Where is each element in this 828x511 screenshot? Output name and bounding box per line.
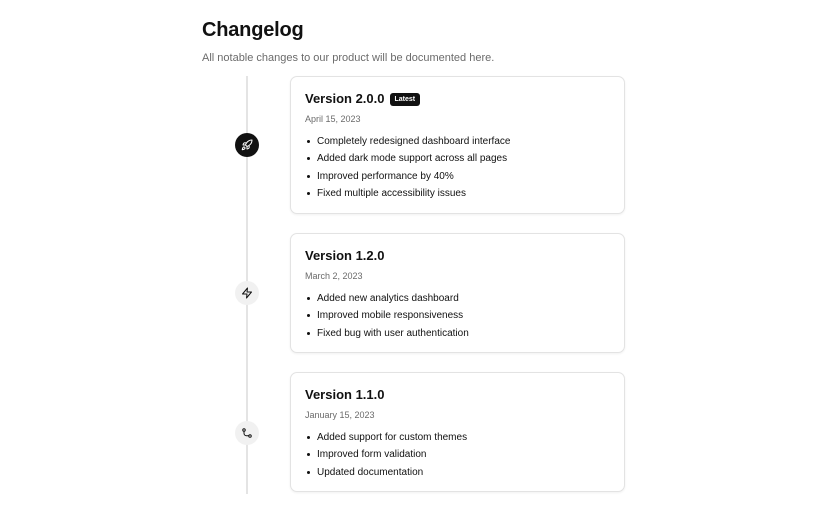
release-date: March 2, 2023 <box>305 271 363 281</box>
change-item: Improved performance by 40% <box>305 170 610 183</box>
change-list <box>305 135 610 200</box>
release-header <box>305 387 610 403</box>
change-item: Completely redesigned dashboard interface <box>305 135 610 148</box>
release-date: January 15, 2023 <box>305 410 375 420</box>
change-list <box>305 431 610 479</box>
change-list <box>305 292 610 340</box>
latest-badge: Latest <box>390 93 421 106</box>
rocket-icon <box>241 139 253 151</box>
change-item: Added support for custom themes <box>305 431 610 444</box>
git-branch-icon <box>241 427 253 439</box>
release-version: Version 2.0.0 <box>305 91 385 106</box>
change-item: Fixed multiple accessibility issues <box>305 187 610 200</box>
change-item: Added dark mode support across all pages <box>305 152 610 165</box>
release-date: April 15, 2023 <box>305 114 361 124</box>
release-header <box>305 91 610 107</box>
release-card-1-1-0 <box>290 372 625 492</box>
page-title: Changelog <box>202 19 304 41</box>
page-header <box>202 18 494 65</box>
change-item: Fixed bug with user authentication <box>305 327 610 340</box>
change-item: Updated documentation <box>305 466 610 479</box>
release-header <box>305 248 610 264</box>
change-item: Added new analytics dashboard <box>305 292 610 305</box>
release-marker-1-1-0 <box>235 421 259 445</box>
release-card-1-2-0 <box>290 233 625 353</box>
release-version: Version 1.1.0 <box>305 387 385 402</box>
release-marker-1-2-0 <box>235 281 259 305</box>
change-item: Improved form validation <box>305 448 610 461</box>
release-card-2-0-0 <box>290 76 625 214</box>
change-item: Improved mobile responsiveness <box>305 309 610 322</box>
page-subtitle: All notable changes to our product will be documented here. <box>202 52 495 64</box>
release-marker-2-0-0 <box>235 133 259 157</box>
release-version: Version 1.2.0 <box>305 248 385 263</box>
zap-icon <box>241 287 253 299</box>
